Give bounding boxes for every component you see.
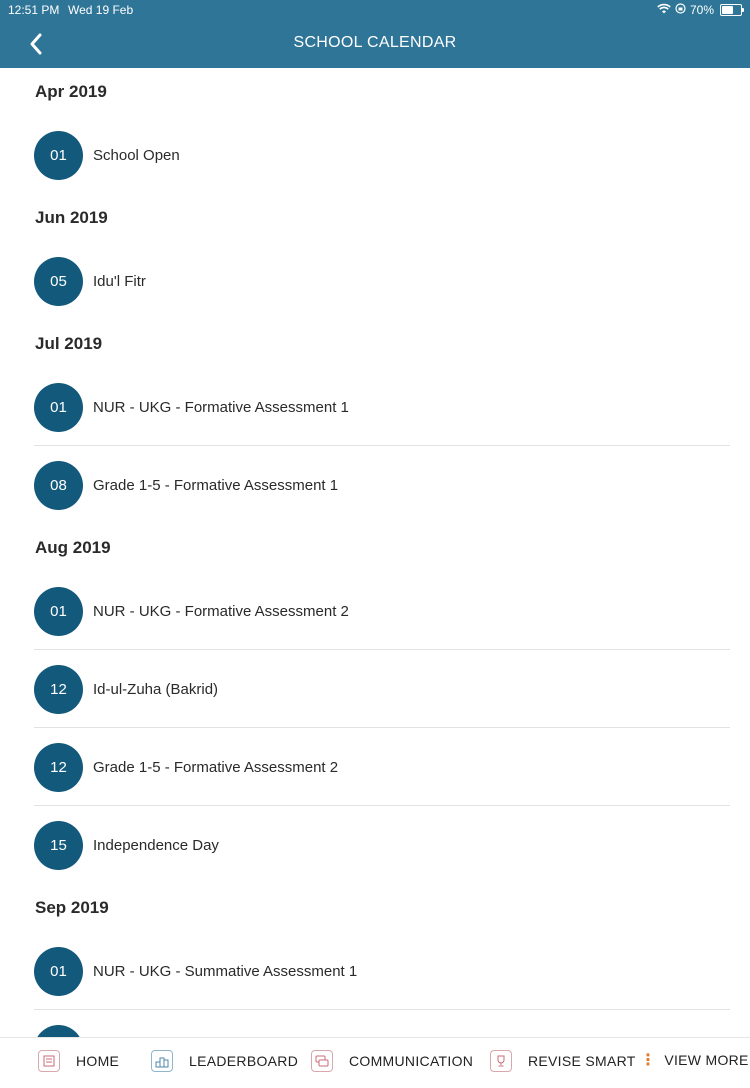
event-day-badge: 08 [34, 461, 83, 510]
nav-bar [0, 20, 750, 68]
event-day-badge: 12 [34, 665, 83, 714]
tab-home[interactable] [38, 1050, 119, 1072]
chat-icon [311, 1050, 333, 1072]
event-title: Independence Day [93, 836, 219, 854]
month-group [0, 194, 750, 320]
leaderboard-icon [151, 1050, 173, 1072]
tab-view-more-label: VIEW MORE [664, 1052, 749, 1068]
tab-revise-smart[interactable] [490, 1050, 636, 1072]
event-title: Idu'l Fitr [93, 272, 146, 290]
trophy-icon [490, 1050, 512, 1072]
event-title: NUR - UKG - Formative Assessment 1 [93, 398, 349, 416]
event-row[interactable] [0, 806, 750, 884]
event-day-badge: 12 [34, 743, 83, 792]
month-header: Apr 2019 [35, 82, 107, 101]
calendar-list[interactable] [0, 68, 750, 980]
month-header: Jul 2019 [35, 334, 103, 353]
wifi-icon [657, 3, 671, 17]
event-title: NUR - UKG - Summative Assessment 1 [93, 962, 358, 980]
event-title: School Open [93, 146, 180, 164]
home-icon [38, 1050, 60, 1072]
month-group [0, 68, 750, 194]
event-row[interactable] [0, 932, 750, 1010]
status-right [657, 3, 742, 17]
event-day-badge: 15 [34, 821, 83, 870]
month-group [0, 524, 750, 884]
status-time: 12:51 PM [8, 3, 60, 17]
page-title: SCHOOL CALENDAR [293, 34, 457, 51]
event-day-badge: 01 [34, 947, 83, 996]
bottom-tab-bar [0, 1037, 750, 1088]
battery-percent: 70% [689, 3, 714, 17]
event-title: Grade 1-5 - Formative Assessment 1 [93, 476, 339, 494]
event-row[interactable] [0, 368, 750, 446]
tab-revise-smart-label: REVISE SMART [528, 1053, 636, 1069]
orientation-lock-icon [675, 3, 686, 17]
event-row[interactable] [0, 728, 750, 806]
event-row[interactable] [0, 572, 750, 650]
event-row[interactable] [0, 650, 750, 728]
event-day-badge: 01 [34, 587, 83, 636]
tab-leaderboard-label: LEADERBOARD [189, 1053, 299, 1069]
event-day-badge: 01 [34, 131, 83, 180]
status-bar [0, 0, 750, 20]
month-header: Jun 2019 [35, 208, 108, 227]
event-day-badge: 01 [34, 383, 83, 432]
tab-communication[interactable] [311, 1050, 473, 1072]
month-header: Aug 2019 [35, 538, 111, 557]
event-title: NUR - UKG - Formative Assessment 2 [93, 602, 349, 620]
month-group [0, 320, 750, 524]
month-header: Sep 2019 [35, 898, 109, 917]
battery-icon [720, 4, 742, 16]
tab-home-label: HOME [76, 1053, 120, 1069]
status-date: Wed 19 Feb [68, 3, 134, 17]
event-row[interactable] [0, 242, 750, 320]
tab-communication-label: COMMUNICATION [349, 1053, 474, 1069]
event-row[interactable] [0, 446, 750, 524]
event-title: Grade 1-5 - Formative Assessment 2 [93, 758, 339, 776]
tab-leaderboard[interactable] [151, 1050, 298, 1072]
event-day-badge: 05 [34, 257, 83, 306]
event-row[interactable] [0, 116, 750, 194]
event-title: Id-ul-Zuha (Bakrid) [93, 680, 219, 698]
tab-view-more[interactable] [640, 1050, 749, 1070]
more-vertical-icon: ⋮ [640, 1052, 657, 1069]
